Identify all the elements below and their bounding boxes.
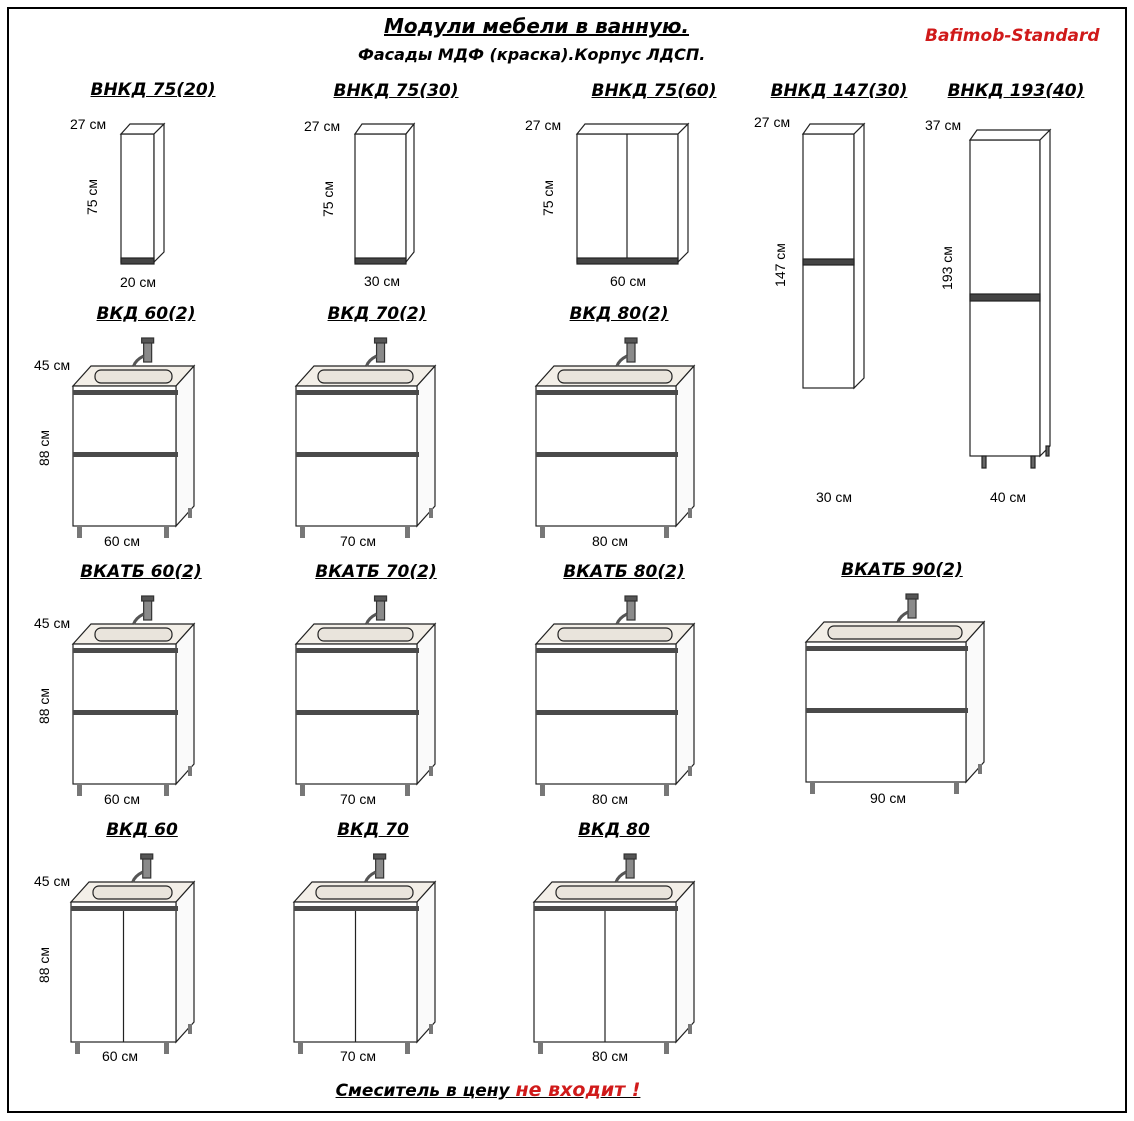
vanity-vkd-80 (534, 854, 694, 1054)
module-label-vnkd-75-60: ВНКД 75(60) (591, 81, 717, 101)
depth-dim: 45 см (34, 357, 71, 373)
brand-name: Bafimob-Standard (925, 26, 1100, 46)
footer-highlight: не входит ! (515, 1079, 641, 1101)
width-dim: 60 см (103, 533, 141, 549)
module-label-vkd-70-2: ВКД 70(2) (327, 304, 427, 324)
vanity-vkd-70-2 (296, 338, 435, 538)
width-dim: 80 см (591, 1048, 629, 1064)
depth-dim: 27 см (304, 118, 341, 134)
height-dim: 193 см (939, 246, 955, 290)
vanity-vkd-80-2 (536, 338, 694, 538)
height-dim: 75 см (320, 180, 336, 218)
footer-note (336, 1079, 641, 1101)
width-dim: 30 см (363, 273, 401, 289)
width-dim: 80 см (591, 533, 629, 549)
vanity-vkd-60 (71, 854, 194, 1054)
width-dim: 70 см (339, 533, 377, 549)
width-dim: 60 см (609, 273, 647, 289)
module-label-vnkd-75-20: ВНКД 75(20) (90, 80, 216, 100)
width-dim: 40 см (989, 489, 1027, 505)
page-title: Модули мебели в ванную. (384, 14, 690, 38)
width-dim: 30 см (815, 489, 853, 505)
page-subtitle: Фасады МДФ (краска).Корпус ЛДСП. (358, 45, 706, 64)
footer-text: Смеситель в цену (335, 1081, 516, 1101)
module-label-vkatb-70-2: ВКАТБ 70(2) (315, 562, 437, 582)
depth-dim: 27 см (70, 116, 107, 132)
vanity-vkatb-70-2 (296, 596, 435, 796)
height-dim: 88 см (36, 946, 52, 984)
module-label-vkd-60-2: ВКД 60(2) (96, 304, 196, 324)
width-dim: 20 см (119, 274, 157, 290)
module-label-vkd-70: ВКД 70 (337, 820, 409, 840)
vanity-vkatb-90-2 (806, 594, 984, 794)
module-label-vkd-80-2: ВКД 80(2) (569, 304, 669, 324)
module-label-vnkd-193-40: ВНКД 193(40) (947, 81, 1085, 101)
width-dim: 60 см (101, 1048, 139, 1064)
height-dim: 88 см (36, 429, 52, 467)
vanity-vkd-70 (294, 854, 435, 1054)
depth-dim: 45 см (34, 873, 71, 889)
depth-dim: 45 см (34, 615, 71, 631)
module-label-vkatb-60-2: ВКАТБ 60(2) (80, 562, 202, 582)
module-label-vkd-80: ВКД 80 (578, 820, 650, 840)
module-label-vnkd-75-30: ВНКД 75(30) (333, 81, 459, 101)
module-label-vkatb-80-2: ВКАТБ 80(2) (563, 562, 685, 582)
depth-dim: 27 см (754, 114, 791, 130)
height-dim: 75 см (84, 178, 100, 216)
module-label-vnkd-147-30: ВНКД 147(30) (770, 81, 908, 101)
width-dim: 70 см (339, 1048, 377, 1064)
height-dim: 147 см (772, 243, 788, 287)
width-dim: 60 см (103, 791, 141, 807)
height-dim: 88 см (36, 687, 52, 725)
vanity-vkatb-60-2 (73, 596, 194, 796)
depth-dim: 27 см (525, 117, 562, 133)
height-dim: 75 см (540, 179, 556, 217)
width-dim: 90 см (869, 790, 907, 806)
vanity-vkd-60-2 (73, 338, 194, 538)
vanity-vkatb-80-2 (536, 596, 694, 796)
width-dim: 70 см (339, 791, 377, 807)
module-label-vkd-60: ВКД 60 (106, 820, 178, 840)
module-label-vkatb-90-2: ВКАТБ 90(2) (841, 560, 963, 580)
width-dim: 80 см (591, 791, 629, 807)
depth-dim: 37 см (925, 117, 962, 133)
